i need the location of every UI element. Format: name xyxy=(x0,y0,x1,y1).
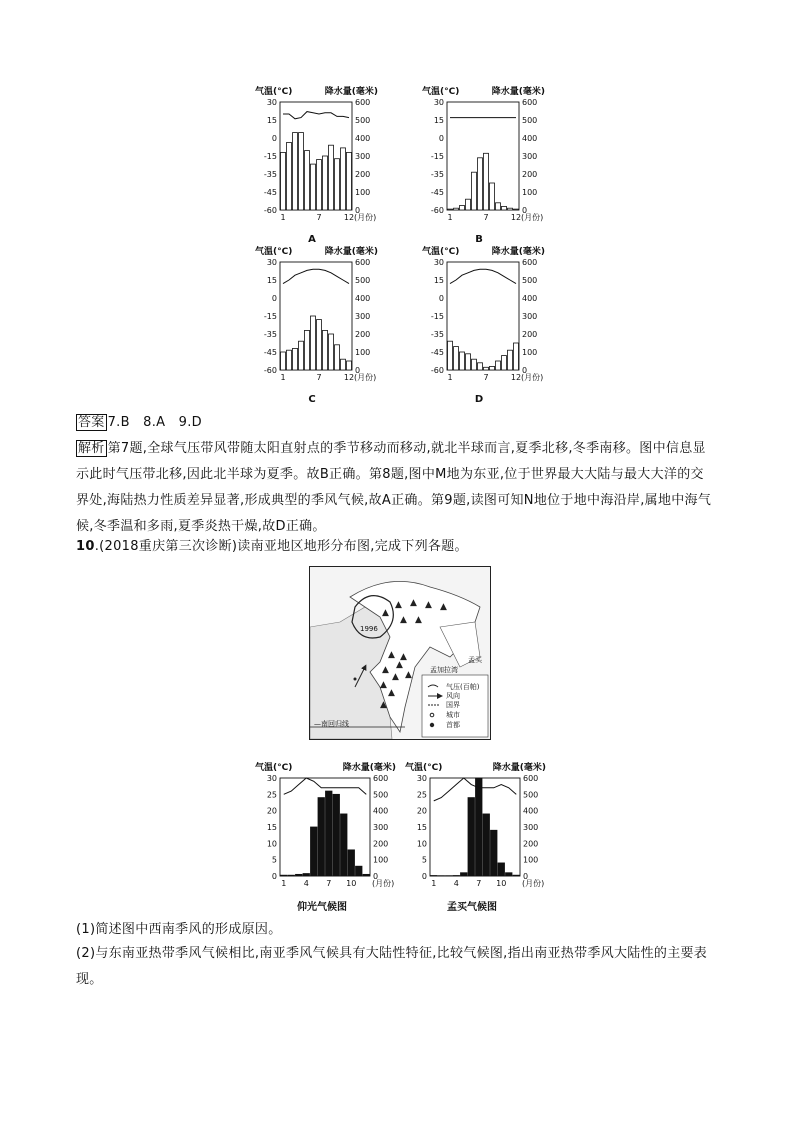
precip-bar xyxy=(514,209,519,210)
svg-text:▲: ▲ xyxy=(410,598,417,608)
tick-precip: 0 xyxy=(523,872,529,881)
tick-temp: 0 xyxy=(421,872,427,881)
tick-temp: 10 xyxy=(416,839,427,849)
climate-chart-a xyxy=(255,84,385,244)
tick-temp: -45 xyxy=(263,348,277,357)
tick-month: 7 xyxy=(483,373,489,382)
temp-line xyxy=(284,778,367,794)
svg-text:▲: ▲ xyxy=(392,672,399,682)
tick-precip: 600 xyxy=(522,258,538,267)
tick-temp: 0 xyxy=(271,294,277,303)
climate-chart-mumbai xyxy=(405,760,555,912)
ylabel-temp: 气温(°C) xyxy=(405,763,443,773)
tick-temp: 25 xyxy=(266,790,277,800)
tick-precip: 200 xyxy=(355,330,371,339)
month-unit: (月份) xyxy=(354,373,377,382)
tick-precip: 0 xyxy=(355,206,361,215)
tick-temp: -60 xyxy=(430,366,444,375)
tick-temp: 5 xyxy=(271,855,277,865)
tick-temp: -35 xyxy=(430,330,444,339)
precip-bar xyxy=(348,850,355,876)
tick-temp: 30 xyxy=(266,774,277,783)
precip-bar xyxy=(502,206,507,210)
precip-bar xyxy=(478,363,483,370)
tick-precip: 400 xyxy=(522,134,538,143)
ylabel-precip: 降水量(毫米) xyxy=(492,763,546,773)
tick-precip: 300 xyxy=(373,823,389,832)
svg-text:▲: ▲ xyxy=(388,650,395,660)
answer-line xyxy=(76,410,716,436)
tick-precip: 0 xyxy=(373,872,379,881)
sub-question-1: (1)简述图中西南季风的形成原因。 xyxy=(76,922,282,937)
precip-bar xyxy=(363,874,370,876)
tick-temp: 0 xyxy=(438,294,444,303)
ylabel-temp: 气温(°C) xyxy=(422,87,460,97)
analysis-text: 第7题,全球气压带风带随太阳直射点的季节移动而移动,就北半球而言,夏季北移,冬季南移。图中信息显示此时气压带北移,因此北半球为夏季。故B正确。第8题,图中M地为东亚,位于世界最大大陆与最大大洋的交界处,海陆热力性质差异显著,形成典型的季风气候,故A正确。第9题,读图可知N地位于地中海沿岸,属地中海气候,冬季温和多雨,夏季炎热干燥,故D正确。 xyxy=(76,441,712,534)
legend-pressure: 气压(百帕) xyxy=(446,683,480,691)
tick-temp: -45 xyxy=(430,188,444,197)
tick-precip: 600 xyxy=(355,258,371,267)
tick-temp: -60 xyxy=(263,206,277,215)
tick-precip: 600 xyxy=(373,774,389,783)
tick-precip: 600 xyxy=(355,98,371,107)
precip-bar xyxy=(317,320,322,370)
precip-bar xyxy=(329,334,334,370)
chart-caption: D xyxy=(474,394,484,405)
tick-month: 7 xyxy=(316,213,322,222)
precip-bar xyxy=(311,164,316,210)
temp-line xyxy=(450,269,516,283)
climate-chart-yangon xyxy=(255,760,405,912)
month-unit: (月份) xyxy=(521,373,544,382)
tick-precip: 200 xyxy=(373,839,389,849)
precip-bar xyxy=(293,348,298,370)
tick-month: 1 xyxy=(280,213,286,222)
climate-chart-d xyxy=(422,244,552,404)
precip-bar xyxy=(468,798,475,876)
tick-temp: -15 xyxy=(263,312,277,321)
tick-month: 10 xyxy=(496,879,507,888)
plot-frame xyxy=(430,778,520,876)
precip-bar xyxy=(483,814,490,876)
tick-precip: 500 xyxy=(373,790,389,800)
ylabel-precip: 降水量(毫米) xyxy=(324,247,378,257)
tick-month: 4 xyxy=(303,879,309,888)
precip-bar xyxy=(293,133,298,210)
precip-bar xyxy=(506,873,513,876)
tick-month: 10 xyxy=(346,879,357,888)
tick-precip: 0 xyxy=(522,206,528,215)
ylabel-precip: 降水量(毫米) xyxy=(491,247,545,257)
tick-month: 1 xyxy=(281,879,287,888)
ylabel-precip: 降水量(毫米) xyxy=(324,87,378,97)
tick-month: 7 xyxy=(316,373,322,382)
svg-text:▲: ▲ xyxy=(405,670,412,680)
tick-temp: 15 xyxy=(266,116,277,125)
tick-temp: 30 xyxy=(416,774,427,783)
sub-question-2: (2)与东南亚热带季风气候相比,南亚季风气候具有大陆性特征,比较气候图,指出南亚热带季风大陆性的主要表现。 xyxy=(76,946,708,987)
climate-chart-c xyxy=(255,244,385,404)
precip-bar xyxy=(287,143,292,211)
precip-bar xyxy=(498,863,505,876)
svg-text:▲: ▲ xyxy=(400,652,407,662)
tick-temp: 5 xyxy=(421,855,427,865)
chart-caption: B xyxy=(475,234,483,245)
precip-bar xyxy=(460,352,465,370)
tick-temp: 30 xyxy=(433,98,444,107)
precip-bar xyxy=(299,341,304,370)
precip-bar xyxy=(460,206,465,211)
ylabel-temp: 气温(°C) xyxy=(255,87,293,97)
tick-precip: 500 xyxy=(355,116,371,125)
ylabel-precip: 降水量(毫米) xyxy=(491,87,545,97)
precip-bar xyxy=(496,361,501,370)
tick-precip: 400 xyxy=(522,294,538,303)
precip-bar xyxy=(448,209,453,210)
question-10 xyxy=(76,534,716,560)
svg-text:▲: ▲ xyxy=(415,615,422,625)
tick-precip: 200 xyxy=(523,839,539,849)
tick-precip: 500 xyxy=(522,276,538,285)
tick-month: 1 xyxy=(280,373,286,382)
precip-bar xyxy=(472,359,477,370)
precip-bar xyxy=(305,330,310,370)
tick-precip: 500 xyxy=(523,790,539,800)
tick-temp: 0 xyxy=(438,134,444,143)
precip-bar xyxy=(281,352,286,370)
plot-frame xyxy=(447,102,519,210)
tick-month: 12 xyxy=(510,213,522,222)
precip-bar xyxy=(461,873,468,876)
precip-bar xyxy=(454,347,459,370)
precip-bar xyxy=(476,778,483,876)
precip-bar xyxy=(454,208,459,210)
south-asia-map xyxy=(309,566,491,740)
precip-bar xyxy=(317,160,322,210)
tick-precip: 100 xyxy=(522,188,538,197)
tick-temp: -35 xyxy=(263,330,277,339)
svg-text:▲: ▲ xyxy=(380,680,387,690)
tick-precip: 600 xyxy=(523,774,539,783)
tick-month: 4 xyxy=(453,879,459,888)
tick-month: 7 xyxy=(476,879,482,888)
precip-bar xyxy=(496,203,501,210)
tick-temp: 0 xyxy=(271,872,277,881)
tick-month: 7 xyxy=(483,213,489,222)
precip-bar xyxy=(508,208,513,210)
svg-text:▲: ▲ xyxy=(382,665,389,675)
tick-month: 7 xyxy=(326,879,332,888)
tick-precip: 100 xyxy=(355,348,371,357)
precip-bar xyxy=(514,343,519,370)
tick-temp: -35 xyxy=(430,170,444,179)
precip-bar xyxy=(508,350,513,370)
tick-precip: 300 xyxy=(523,823,539,832)
ylabel-temp: 气温(°C) xyxy=(255,763,293,773)
precip-bar xyxy=(484,153,489,210)
analysis-block xyxy=(76,436,716,540)
precip-bar xyxy=(323,156,328,210)
tick-precip: 100 xyxy=(523,855,539,865)
plot-frame xyxy=(280,778,370,876)
tick-month: 1 xyxy=(447,373,453,382)
month-unit: (月份) xyxy=(372,879,395,888)
precip-bar xyxy=(333,794,340,876)
precip-bar xyxy=(466,354,471,370)
tick-precip: 100 xyxy=(373,855,389,865)
precip-bar xyxy=(448,341,453,370)
precip-bar xyxy=(502,356,507,370)
chart-caption: 孟买气候图 xyxy=(447,902,497,913)
tick-precip: 600 xyxy=(522,98,538,107)
month-unit: (月份) xyxy=(521,213,544,222)
tick-precip: 300 xyxy=(522,312,538,321)
precip-bar xyxy=(484,367,489,370)
temp-line xyxy=(283,269,349,283)
tick-temp: 20 xyxy=(416,806,427,816)
precip-bar xyxy=(329,145,334,210)
tick-precip: 200 xyxy=(355,170,371,179)
tick-precip: 300 xyxy=(355,152,371,161)
svg-text:▲: ▲ xyxy=(440,602,447,612)
tick-month: 12 xyxy=(343,213,355,222)
ylabel-temp: 气温(°C) xyxy=(422,247,460,257)
tick-precip: 100 xyxy=(355,188,371,197)
tick-precip: 300 xyxy=(355,312,371,321)
tick-temp: 15 xyxy=(433,276,444,285)
precip-bar xyxy=(341,359,346,370)
tick-month: 1 xyxy=(431,879,437,888)
precip-bar xyxy=(335,159,340,210)
map-city-label: 孟买 xyxy=(468,656,482,664)
tick-month: 1 xyxy=(447,213,453,222)
tick-month: 12 xyxy=(510,373,522,382)
tick-temp: 25 xyxy=(416,790,427,800)
precip-bar xyxy=(281,152,286,210)
tick-precip: 0 xyxy=(355,366,361,375)
map-drawing xyxy=(310,567,490,739)
chart-caption: 仰光气候图 xyxy=(297,902,347,913)
tick-temp: -60 xyxy=(430,206,444,215)
legend-city: 城市 xyxy=(446,711,460,719)
map-place-label: 孟加拉湾 xyxy=(430,666,458,674)
precip-bar xyxy=(281,875,288,876)
tick-precip: 400 xyxy=(355,294,371,303)
precip-bar xyxy=(472,172,477,210)
tropic-label: —南回归线 xyxy=(314,720,349,728)
svg-text:▲: ▲ xyxy=(425,600,432,610)
tick-temp: -45 xyxy=(430,348,444,357)
precip-bar xyxy=(296,874,303,876)
precip-bar xyxy=(347,152,352,210)
svg-text:▲: ▲ xyxy=(400,615,407,625)
precip-bar xyxy=(318,798,325,876)
tick-temp: 20 xyxy=(266,806,277,816)
tick-temp: 15 xyxy=(266,276,277,285)
climate-chart-b xyxy=(422,84,552,244)
tick-precip: 300 xyxy=(522,152,538,161)
svg-text:▲: ▲ xyxy=(395,600,402,610)
tick-precip: 400 xyxy=(373,806,389,816)
tick-precip: 100 xyxy=(522,348,538,357)
month-unit: (月份) xyxy=(522,879,545,888)
precip-bar xyxy=(513,875,520,876)
tick-temp: 30 xyxy=(266,98,277,107)
tick-temp: 15 xyxy=(433,116,444,125)
precip-bar xyxy=(303,874,310,876)
tick-temp: 15 xyxy=(416,823,427,832)
tick-precip: 200 xyxy=(522,330,538,339)
tick-temp: -60 xyxy=(263,366,277,375)
tick-precip: 200 xyxy=(522,170,538,179)
tick-temp: 30 xyxy=(433,258,444,267)
analysis-tag: 解析 xyxy=(78,441,105,456)
svg-text:▲: ▲ xyxy=(396,660,403,670)
legend-border: 国界 xyxy=(446,701,460,709)
precip-bar xyxy=(356,866,363,876)
chart-caption: A xyxy=(308,234,316,245)
map-year-label: 1996 xyxy=(360,625,378,633)
tick-temp: 15 xyxy=(266,823,277,832)
precip-bar xyxy=(466,199,471,210)
tick-temp: 10 xyxy=(266,839,277,849)
precip-bar xyxy=(335,345,340,370)
precip-bar xyxy=(490,183,495,210)
svg-text:▲: ▲ xyxy=(388,688,395,698)
tick-precip: 400 xyxy=(523,806,539,816)
tick-precip: 500 xyxy=(355,276,371,285)
precip-bar xyxy=(341,814,348,876)
tick-month: 12 xyxy=(343,373,355,382)
tick-temp: -15 xyxy=(263,152,277,161)
legend-capital: 首都 xyxy=(446,721,460,729)
precip-bar xyxy=(491,830,498,876)
answer-tag: 答案 xyxy=(78,415,105,430)
tick-precip: 0 xyxy=(522,366,528,375)
tick-temp: -15 xyxy=(430,152,444,161)
precip-bar xyxy=(311,316,316,370)
precip-bar xyxy=(341,148,346,210)
temp-line xyxy=(283,112,349,119)
precip-bar xyxy=(288,875,295,876)
ylabel-precip: 降水量(毫米) xyxy=(342,763,396,773)
tick-temp: -15 xyxy=(430,312,444,321)
precip-bar xyxy=(311,827,318,876)
svg-text:▲: ▲ xyxy=(380,700,387,710)
month-unit: (月份) xyxy=(354,213,377,222)
precip-bar xyxy=(299,133,304,210)
tick-temp: -45 xyxy=(263,188,277,197)
tick-temp: -35 xyxy=(263,170,277,179)
tick-temp: 0 xyxy=(271,134,277,143)
legend-wind: 风向 xyxy=(446,692,460,700)
question-10-text: .(2018重庆第三次诊断)读南亚地区地形分布图,完成下列各题。 xyxy=(94,539,468,554)
precip-bar xyxy=(347,361,352,370)
answer-text: 7.B 8.A 9.D xyxy=(107,415,202,430)
ylabel-temp: 气温(°C) xyxy=(255,247,293,257)
question-number: 10 xyxy=(76,539,95,554)
precip-bar xyxy=(326,791,333,876)
temp-line xyxy=(434,778,517,801)
precip-bar xyxy=(490,366,495,370)
precip-bar xyxy=(305,151,310,210)
chart-caption: C xyxy=(308,394,316,405)
precip-bar xyxy=(478,158,483,210)
precip-bar xyxy=(287,350,292,370)
tick-precip: 400 xyxy=(355,134,371,143)
tick-temp: 30 xyxy=(266,258,277,267)
precip-bar xyxy=(323,330,328,370)
svg-text:▲: ▲ xyxy=(382,608,389,618)
tick-precip: 500 xyxy=(522,116,538,125)
